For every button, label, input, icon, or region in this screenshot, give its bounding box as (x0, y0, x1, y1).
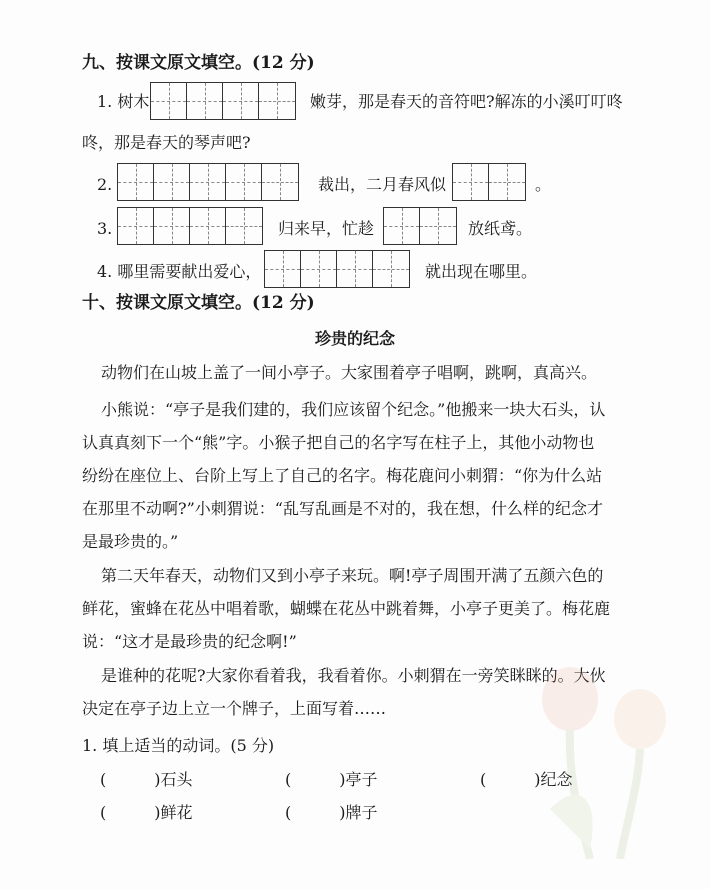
q3-grid-a[interactable] (117, 207, 263, 245)
story-paragraph-4-line-2: 决定在亭子边上立一个牌子，上面写着…… (82, 699, 387, 718)
q1-text-cont: 咚，那是春天的琴声吧? (82, 133, 251, 152)
q1-prefix: 1. 树木 (97, 92, 150, 111)
story-paragraph-3-line-1: 第二天年春天，动物们又到小亭子来玩。啊!亭子周围开满了五颜六色的 (101, 566, 604, 585)
blank-memorial[interactable]: ( )纪念 (480, 770, 573, 789)
blank-sign[interactable]: ( )牌子 (285, 803, 378, 822)
story-paragraph-1: 动物们在山坡上盖了一间小亭子。大家围着亭子唱啊，跳啊，真高兴。 (101, 363, 598, 382)
q4-text-end: 就出现在哪里。 (425, 262, 538, 281)
q4-grid[interactable] (264, 250, 410, 288)
q3-grid-b[interactable] (383, 207, 457, 245)
q3-text: 归来早，忙趁 (278, 219, 375, 238)
section-9-title: 九、按课文原文填空。(12 分) (82, 53, 315, 73)
story-paragraph-2-line-4: 在那里不动啊?”小刺猬说：“乱写乱画是不对的，我在想，什么样的纪念才 (82, 499, 603, 518)
story-paragraph-2-line-2: 认真真刻下一个“熊”字。小猴子把自己的名字写在柱子上，其他小动物也 (82, 433, 595, 452)
q1-grid[interactable] (150, 82, 296, 120)
q2-end: 。 (535, 175, 552, 194)
q2-grid-a[interactable] (117, 163, 299, 201)
q1-text: 嫩芽，那是春天的音符吧?解冻的小溪叮叮咚 (310, 92, 623, 111)
flower-watermark-icon (510, 659, 690, 859)
story-paragraph-2-line-1: 小熊说：“亭子是我们建的，我们应该留个纪念。”他搬来一块大石头，认 (101, 400, 606, 419)
story-title: 珍贵的纪念 (314, 329, 395, 348)
story-paragraph-3-line-2: 鲜花，蜜蜂在花丛中唱着歌，蝴蝶在花丛中跳着舞，小亭子更美了。梅花鹿 (82, 599, 611, 618)
blank-flowers[interactable]: ( )鲜花 (100, 803, 193, 822)
story-paragraph-2-line-5: 是最珍贵的。” (82, 532, 179, 551)
q4-text: 4. 哪里需要献出爱心， (97, 262, 262, 281)
q2-grid-b[interactable] (452, 163, 526, 201)
q2-text: 裁出，二月春风似 (318, 175, 447, 194)
blank-pavilion[interactable]: ( )亭子 (285, 770, 378, 789)
section-10-title: 十、按课文原文填空。(12 分) (82, 293, 315, 313)
blank-stone[interactable]: ( )石头 (100, 770, 193, 789)
question-1-title: 1. 填上适当的动词。(5 分) (82, 736, 275, 755)
story-paragraph-2-line-3: 纷纷在座位上、台阶上写上了自己的名字。梅花鹿问小刺猬：“你为什么站 (82, 466, 603, 485)
story-paragraph-4-line-1: 是谁种的花呢?大家你看着我，我看着你。小刺猬在一旁笑眯眯的。大伙 (101, 666, 606, 685)
story-paragraph-3-line-3: 说：“这才是最珍贵的纪念啊!” (82, 632, 297, 651)
q2-number: 2. (97, 175, 113, 194)
q3-number: 3. (97, 219, 113, 238)
q3-text-end: 放纸鸢。 (468, 219, 533, 238)
